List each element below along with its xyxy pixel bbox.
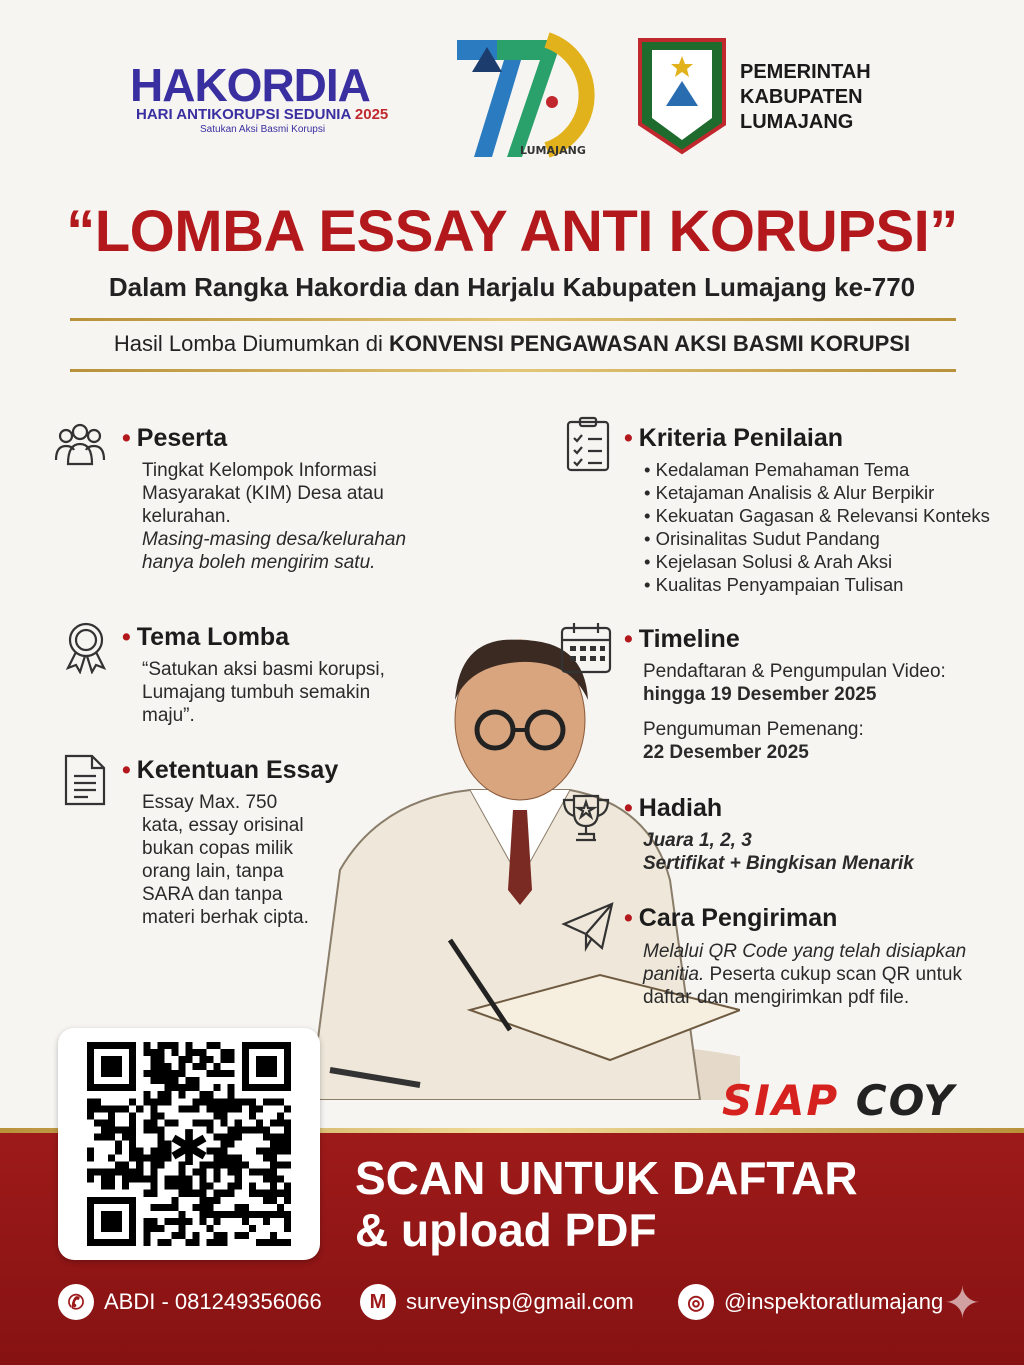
gold-divider — [70, 318, 956, 321]
anniversary-logo-label: LUMAJANG — [520, 144, 586, 157]
pengiriman-text: Peserta cukup scan QR untuk daftar dan mengirimkan pdf file. — [643, 964, 962, 1008]
section-title-kriteria: • Kriteria Penilaian — [624, 424, 844, 452]
announcement-prefix: Hasil Lomba Diumumkan di — [113, 331, 389, 356]
section-title-hadiah: • Hadiah — [624, 794, 723, 822]
whatsapp-icon: ✆ — [58, 1284, 94, 1320]
whatsapp-number: ABDI - 081249356066 — [104, 1289, 322, 1314]
award-badge-icon — [58, 618, 114, 674]
contact-email[interactable] — [360, 1284, 634, 1320]
slogan-part2: COY — [855, 1076, 956, 1125]
paper-plane-icon — [560, 898, 616, 954]
timeline-title-text: Timeline — [638, 625, 740, 653]
registration-date: hingga 19 Desember 2025 — [643, 684, 877, 705]
email-address: surveyinsp@gmail.com — [406, 1289, 634, 1314]
slogan-part1: SIAP — [722, 1076, 840, 1125]
hadiah-body — [643, 829, 983, 875]
checklist-icon — [560, 416, 616, 472]
announcement-event: KONVENSI PENGAWASAN AKSI BASMI KORUPSI — [388, 331, 911, 356]
kriteria-item: • Orisinalitas Sudut Pandang — [644, 527, 1014, 550]
hakordia-year: 2025 — [354, 106, 389, 123]
instagram-handle: @inspektoratlumajang — [724, 1289, 944, 1314]
section-title-timeline: • Timeline — [624, 625, 740, 653]
peserta-title-text: Peserta — [136, 424, 228, 452]
kriteria-item: • Kedalaman Pemahaman Tema — [644, 458, 1014, 481]
kriteria-item: • Ketajaman Analisis & Alur Berpikir — [644, 481, 1014, 504]
slogan — [722, 1076, 956, 1125]
ketentuan-title-text: Ketentuan Essay — [136, 756, 339, 784]
ketentuan-text: Essay Max. 750 kata, essay orisinal bukan copas milik orang lain, tanpa SARA dan tanpa materi berhak cipta. — [142, 792, 309, 928]
kriteria-list — [644, 458, 1014, 596]
cta-line2: & upload PDF — [355, 1204, 657, 1256]
calendar-icon — [558, 620, 614, 676]
anniversary-770-logo — [452, 32, 602, 162]
peserta-note: Masing-masing desa/kelurahan hanya boleh mengirim satu. — [142, 529, 407, 573]
announcement-label: Pengumuman Pemenang: — [643, 719, 864, 740]
hakordia-logo: HAKORDIA — [130, 59, 370, 111]
kriteria-item: • Kejelasan Solusi & Arah Aksi — [644, 550, 1014, 573]
cta-line1: SCAN UNTUK DAFTAR — [355, 1152, 858, 1204]
cta-text — [355, 1152, 858, 1256]
announcement — [0, 331, 1024, 357]
instagram-icon: ◎ — [678, 1284, 714, 1320]
sparkle-icon: ✦ — [944, 1278, 981, 1329]
government-name: PEMERINTAH KABUPATEN LUMAJANG — [740, 61, 871, 133]
registration-qr-code[interactable] — [58, 1028, 320, 1260]
registration-label: Pendaftaran & Pengumpulan Video: — [643, 661, 946, 682]
gold-divider — [70, 369, 956, 372]
pengiriman-italic: Melalui QR Code yang telah disiapkan panitia. — [643, 941, 967, 985]
kriteria-item: • Kualitas Penyampaian Tulisan — [644, 573, 1014, 596]
tema-text: “Satukan aksi basmi korupsi, Lumajang tumbuh semakin maju”. — [142, 659, 385, 726]
section-title-ketentuan: • Ketentuan Essay — [122, 756, 339, 784]
qr-pattern — [82, 1042, 296, 1246]
svg-text:✱: ✱ — [168, 1119, 210, 1178]
page-title: “LOMBA ESSAY ANTI KORUPSI” — [66, 199, 958, 264]
people-icon — [52, 420, 108, 476]
hakordia-tagline: Satukan Aksi Basmi Korupsi — [200, 124, 326, 135]
lumajang-emblem — [636, 36, 728, 156]
pengiriman-title-text: Cara Pengiriman — [638, 904, 838, 932]
trophy-icon — [558, 790, 614, 846]
contact-instagram[interactable] — [678, 1284, 943, 1320]
peserta-body — [142, 459, 442, 574]
hakordia-sub-text: HARI ANTIKORUPSI SEDUNIA — [136, 106, 351, 123]
section-title-tema: • Tema Lomba — [122, 623, 290, 651]
announcement-date: 22 Desember 2025 — [643, 742, 809, 763]
tema-title-text: Tema Lomba — [136, 623, 290, 651]
timeline-body — [643, 660, 983, 764]
kriteria-title-text: Kriteria Penilaian — [638, 424, 844, 452]
hadiah-prizes: Sertifikat + Bingkisan Menarik — [643, 853, 914, 874]
contact-whatsapp[interactable] — [58, 1284, 322, 1320]
hadiah-winners: Juara 1, 2, 3 — [643, 830, 752, 851]
kriteria-item: • Kekuatan Gagasan & Relevansi Konteks — [644, 504, 1014, 527]
pengiriman-body — [643, 940, 993, 1009]
page-subtitle: Dalam Rangka Hakordia dan Harjalu Kabupaten Lumajang ke-770 — [108, 272, 916, 302]
mail-icon: M — [360, 1284, 396, 1320]
hadiah-title-text: Hadiah — [638, 794, 723, 822]
section-title-peserta: • Peserta — [122, 424, 228, 452]
section-title-pengiriman: • Cara Pengiriman — [624, 904, 838, 932]
peserta-text: Tingkat Kelompok Informasi Masyarakat (KIM) Desa atau kelurahan. — [142, 460, 384, 527]
document-icon — [56, 752, 112, 808]
hakordia-subtitle — [136, 106, 388, 123]
